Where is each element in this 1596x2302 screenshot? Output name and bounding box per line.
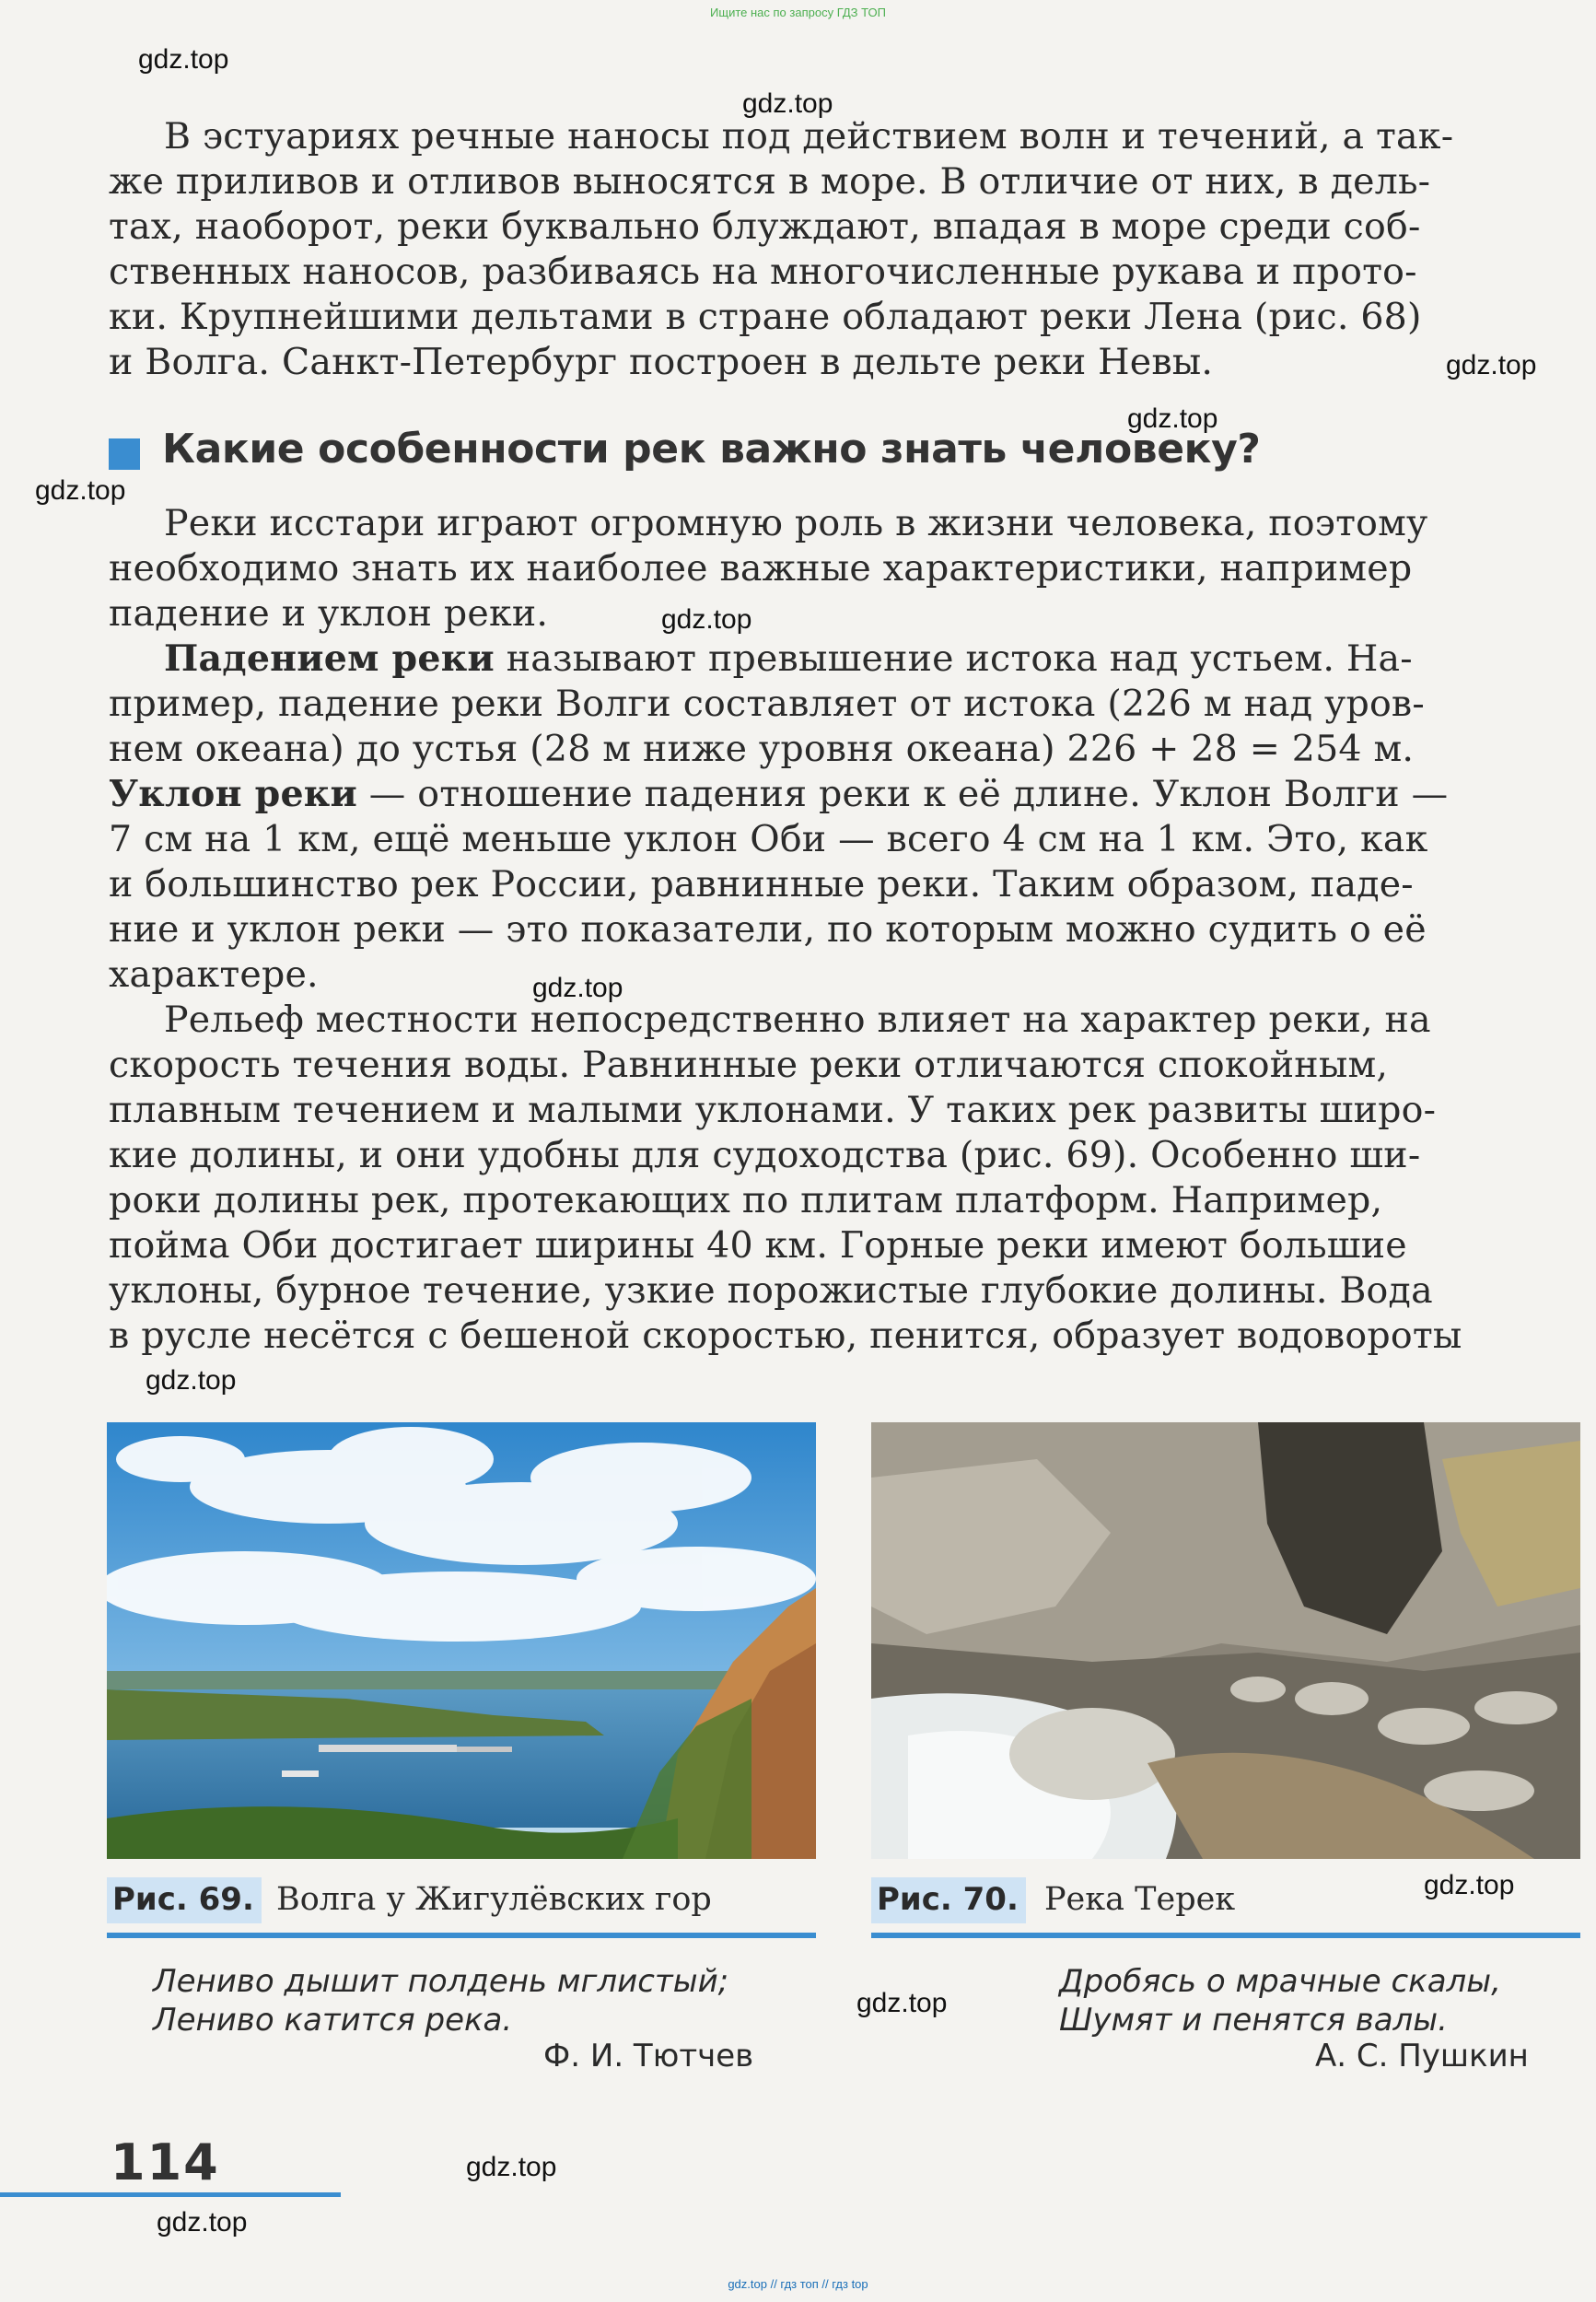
figure-69-text: Волга у Жигулёвских гор <box>276 1881 712 1918</box>
term-river-fall: Падением реки <box>164 637 495 680</box>
term-river-slope: Уклон реки <box>109 773 358 815</box>
text-line: Реки исстари играют огромную роль в жизни человека, поэтому <box>164 502 1428 544</box>
watermark: gdz.top <box>856 1988 948 2018</box>
text-line: пример, падение реки Волги составляет от истока (226 м над уров- <box>109 683 1425 725</box>
poem-author-tyutchev: Ф. И. Тютчев <box>543 2038 754 2074</box>
section-heading <box>109 426 1582 483</box>
figure-70-text: Река Терек <box>1044 1881 1236 1918</box>
footer-links-note: gdz.top // гдз топ // гдз top <box>728 2277 868 2291</box>
text-line: роки долины рек, протекающих по плитам платформ. Например, <box>109 1179 1383 1221</box>
paragraph-fall-slope <box>109 637 1580 998</box>
figure-69-caption <box>107 1877 816 1938</box>
watermark: gdz.top <box>1424 1870 1515 1900</box>
watermark: gdz.top <box>35 475 126 506</box>
text-line: падение и уклон реки. <box>109 592 549 635</box>
poem-tyutchev <box>153 1962 728 2039</box>
watermark: gdz.top <box>742 88 833 119</box>
poem-line: Дробясь о мрачные скалы, <box>1059 1963 1501 2000</box>
text-line: пойма Оби достигает ширины 40 км. Горные реки имеют большие <box>109 1224 1407 1267</box>
text-line: характере. <box>109 953 319 996</box>
text-line: Падением реки называют превышение истока над устьем. На- <box>164 637 1413 680</box>
text-line: В эстуариях речные наносы под действием волн и течений, а так- <box>164 115 1454 158</box>
watermark: gdz.top <box>661 604 752 635</box>
text-line: ственных наносов, разбиваясь на многочисленные рукава и прото- <box>109 251 1417 293</box>
text-line: и Волга. Санкт-Петербург построен в дельте реки Невы. <box>109 341 1214 383</box>
text-line: Уклон реки — отношение падения реки к её длине. Уклон Волги — <box>109 773 1449 815</box>
section-heading-text: Какие особенности рек важно знать человеку? <box>162 426 1261 473</box>
search-note: Ищите нас по запросу ГДЗ ТОП <box>710 6 886 19</box>
watermark: gdz.top <box>146 1365 237 1396</box>
text-line: Рельеф местности непосредственно влияет на характер реки, на <box>164 999 1431 1041</box>
heading-marker-square <box>109 438 140 470</box>
poem-line: Лениво дышит полдень мглистый; <box>153 1963 729 2000</box>
text-line: нем океана) до устья (28 м ниже уровня океана) 226 + 28 = 254 м. <box>109 728 1415 770</box>
poem-pushkin <box>1059 1962 1501 2039</box>
page-number: 114 <box>111 2133 220 2191</box>
figure-70-label: Рис. 70. <box>871 1877 1026 1923</box>
watermark: gdz.top <box>532 973 623 1003</box>
text-line: скорость течения воды. Равнинные реки отличаются спокойным, <box>109 1044 1389 1086</box>
watermark: gdz.top <box>157 2207 248 2238</box>
figure-70-caption <box>871 1877 1580 1938</box>
text-line: же приливов и отливов выносятся в море. В отличие от них, в дель- <box>109 160 1431 203</box>
poem-author-pushkin: А. С. Пушкин <box>1315 2038 1529 2074</box>
text-line: в русле несётся с бешеной скоростью, пенится, образует водовороты <box>109 1315 1462 1357</box>
text-line: уклоны, бурное течение, узкие порожистые глубокие долины. Вода <box>109 1269 1433 1312</box>
text-line: 7 см на 1 км, ещё меньше уклон Оби — всего 4 см на 1 км. Это, как <box>109 818 1428 860</box>
paragraph-estuaries <box>109 114 1580 385</box>
page-number-rule <box>0 2192 341 2197</box>
text-line: ки. Крупнейшими дельтами в стране обладают реки Лена (рис. 68) <box>109 296 1422 338</box>
watermark: gdz.top <box>1127 403 1218 434</box>
photo-volga <box>107 1422 816 1859</box>
poem-line: Лениво катится река. <box>153 2002 513 2039</box>
photo-terek <box>871 1422 1580 1859</box>
text-line: кие долины, и они удобны для судоходства (рис. 69). Особенно ши- <box>109 1134 1421 1176</box>
text-line: и большинство рек России, равнинные реки. Таким образом, паде- <box>109 863 1414 906</box>
watermark: gdz.top <box>1446 350 1537 380</box>
text-line: плавным течением и малыми уклонами. У таких рек развиты широ- <box>109 1089 1437 1131</box>
paragraph-relief <box>109 998 1580 1359</box>
paragraph-rivers-importance <box>109 501 1580 637</box>
figure-69-label: Рис. 69. <box>107 1877 262 1923</box>
watermark: gdz.top <box>466 2152 557 2182</box>
watermark: gdz.top <box>138 44 229 75</box>
text-line: тах, наоборот, реки буквально блуждают, впадая в море среди соб- <box>109 205 1421 248</box>
text-line: ние и уклон реки — это показатели, по которым можно судить о её <box>109 908 1427 951</box>
text-line: необходимо знать их наиболее важные характеристики, например <box>109 547 1413 590</box>
poem-line: Шумят и пенятся валы. <box>1059 2002 1448 2039</box>
